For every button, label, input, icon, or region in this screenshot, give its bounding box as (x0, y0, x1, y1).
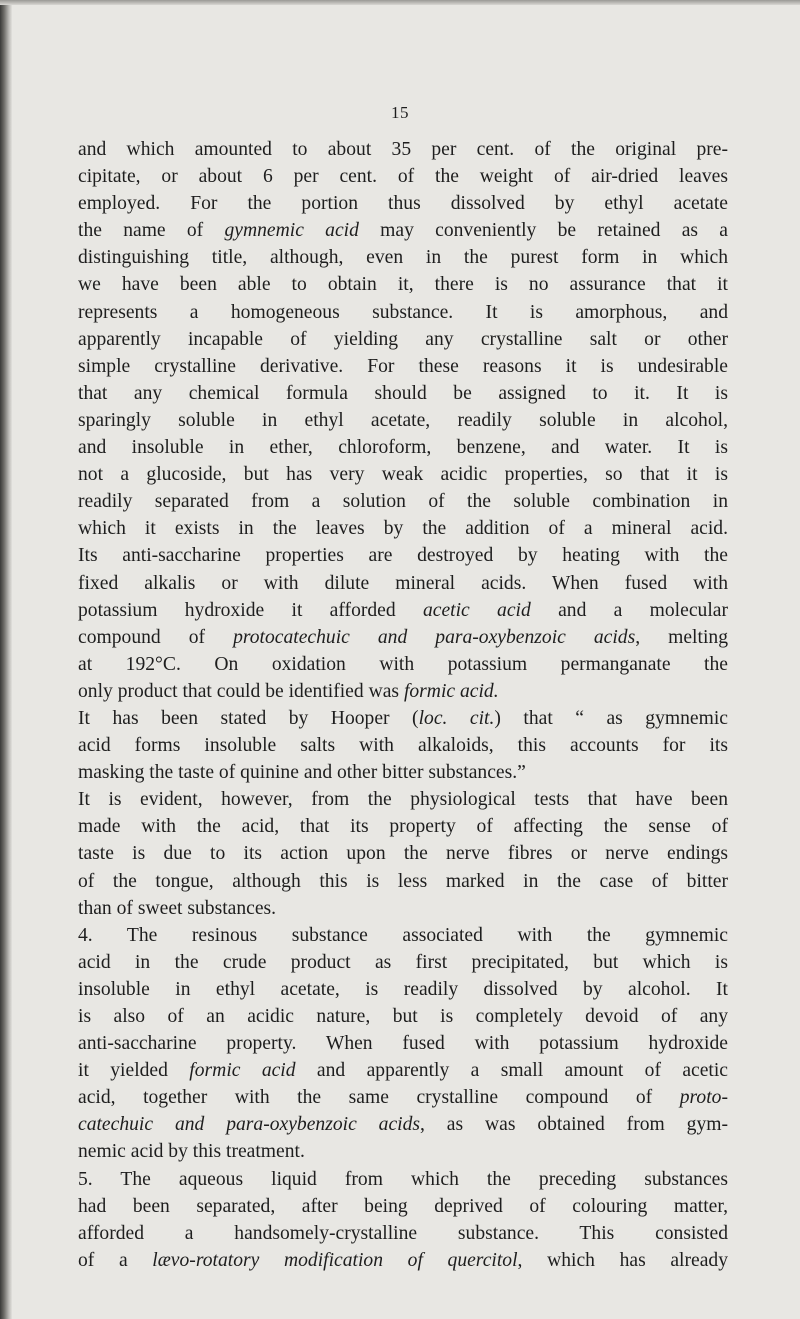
text-segment: employed. For the portion thus dissolved by ethyl acetate (78, 193, 728, 215)
text-segment: , melting (635, 626, 728, 648)
italic-segment: protocatechuic and para-oxybenzoic acids (233, 626, 636, 648)
text-segment: represents a homogeneous substance. It is amorphous, and (78, 301, 728, 323)
text-line (78, 217, 728, 244)
text-segment: afforded a handsomely-crystalline substance. This consisted (78, 1222, 728, 1244)
text-segment: compound of (78, 626, 234, 648)
text-line (78, 1084, 728, 1111)
text-segment: readily separated from a solution of the soluble combination in (78, 491, 728, 513)
text-segment: we have been able to obtain it, there is no assurance that it (78, 274, 728, 296)
text-segment: sparingly soluble in ethyl acetate, readily soluble in alcohol, (78, 409, 728, 431)
page-top-edge (0, 0, 800, 5)
text-segment: had been separated, after being deprived of colouring matter, (78, 1195, 728, 1217)
text-line (78, 976, 728, 1003)
body-text (78, 136, 728, 1274)
text-line (78, 840, 728, 867)
text-line (78, 813, 728, 840)
text-line (78, 271, 728, 298)
text-line (78, 434, 728, 461)
italic-segment: gymnemic acid (224, 220, 359, 242)
text-segment: which it exists in the leaves by the addition of a mineral acid. (78, 518, 728, 540)
text-line (78, 326, 728, 353)
italic-segment: loc. cit. (418, 707, 495, 729)
text-line (78, 949, 728, 976)
text-segment: It has been stated by Hooper ( (78, 707, 419, 729)
text-line (78, 136, 728, 163)
text-segment: and a molecular (530, 599, 728, 621)
text-line (78, 1003, 728, 1030)
text-segment: , which has already (517, 1249, 729, 1271)
page-binding-shadow (0, 0, 12, 1319)
text-line (78, 1193, 728, 1220)
text-line (78, 732, 728, 759)
text-line (78, 488, 728, 515)
text-segment: and which amounted to about 35 per cent. of the original pre- (78, 139, 728, 160)
text-line (78, 1057, 728, 1084)
text-line (78, 1166, 728, 1193)
text-line (78, 651, 728, 678)
text-segment: , as was obtained from gym- (420, 1114, 729, 1136)
italic-segment: formic acid (189, 1060, 296, 1082)
text-segment: masking the taste of quinine and other bitter substances.” (78, 762, 526, 784)
text-line (78, 1138, 728, 1165)
text-segment: It is evident, however, from the physiological tests that have been (78, 789, 728, 811)
text-line (78, 786, 728, 813)
text-line (78, 1220, 728, 1247)
text-line (78, 163, 728, 190)
text-line (78, 1111, 728, 1138)
text-line (78, 353, 728, 380)
text-segment: anti-saccharine property. When fused with potassium hydroxide (78, 1033, 728, 1055)
text-segment: that any chemical formula should be assigned to it. It is (78, 382, 728, 404)
text-segment: the name of (78, 220, 225, 242)
text-line (78, 922, 728, 949)
text-line (78, 542, 728, 569)
text-segment: not a glucoside, but has very weak acidic properties, so that it is (78, 464, 728, 486)
text-segment: Its anti-saccharine properties are destroyed by heating with the (78, 545, 728, 567)
text-line (78, 190, 728, 217)
text-segment: apparently incapable of yielding any crystalline salt or other (78, 328, 728, 350)
text-line (78, 299, 728, 326)
text-line (78, 461, 728, 488)
text-line (78, 895, 728, 922)
text-line (78, 868, 728, 895)
text-segment: 4. The resinous substance associated with the gymnemic (78, 924, 728, 946)
italic-segment: proto- (679, 1087, 728, 1109)
text-segment: only product that could be identified was (78, 680, 404, 702)
text-line (78, 1030, 728, 1057)
text-segment: ) that “ as gymnemic (494, 707, 728, 729)
text-segment: than of sweet substances. (78, 897, 277, 919)
text-segment: 5. The aqueous liquid from which the preceding substances (78, 1168, 728, 1190)
text-segment: distinguishing title, although, even in the purest form in which (78, 247, 728, 269)
italic-segment: lævo-rotatory modification of quercitol (152, 1249, 518, 1271)
text-segment: acid forms insoluble salts with alkaloids, this accounts for its (78, 735, 728, 757)
text-line (78, 380, 728, 407)
text-line (78, 570, 728, 597)
text-line (78, 597, 728, 624)
text-segment: made with the acid, that its property of affecting the sense of (78, 816, 728, 838)
text-segment: of the tongue, although this is less marked in the case of bitter (78, 870, 728, 892)
text-segment: taste is due to its action upon the nerve fibres or nerve endings (78, 843, 728, 865)
text-segment: potassium hydroxide it afforded (78, 599, 423, 621)
text-line (78, 759, 728, 786)
text-line (78, 407, 728, 434)
text-segment: acid in the crude product as first precipitated, but which is (78, 951, 728, 973)
text-segment: and insoluble in ether, chloroform, benzene, and water. It is (78, 437, 728, 459)
text-line (78, 515, 728, 542)
text-segment: and apparently a small amount of acetic (295, 1060, 729, 1082)
page-number: 15 (391, 103, 409, 122)
text-segment: insoluble in ethyl acetate, is readily dissolved by alcohol. It (78, 978, 728, 1000)
text-segment: fixed alkalis or with dilute mineral acids. When fused with (78, 572, 728, 594)
text-line (78, 624, 728, 651)
text-segment: at 192°C. On oxidation with potassium permanganate the (78, 653, 728, 675)
text-line (78, 244, 728, 271)
italic-segment: acetic acid (422, 599, 531, 621)
italic-segment: formic acid. (403, 680, 499, 702)
text-line (78, 678, 728, 705)
text-segment: simple crystalline derivative. For these reasons it is undesirable (78, 355, 728, 377)
text-segment: nemic acid by this treatment. (78, 1141, 305, 1163)
text-segment: of a (78, 1249, 153, 1271)
text-segment: acid, together with the same crystalline compound of (78, 1087, 680, 1109)
text-segment: it yielded (78, 1060, 190, 1082)
text-segment: may conveniently be retained as a (358, 220, 728, 242)
text-line (78, 705, 728, 732)
italic-segment: catechuic and para-oxybenzoic acids (78, 1114, 421, 1136)
text-line (78, 1247, 728, 1274)
text-segment: cipitate, or about 6 per cent. of the weight of air-dried leaves (78, 166, 728, 188)
text-segment: is also of an acidic nature, but is completely devoid of any (78, 1006, 728, 1027)
